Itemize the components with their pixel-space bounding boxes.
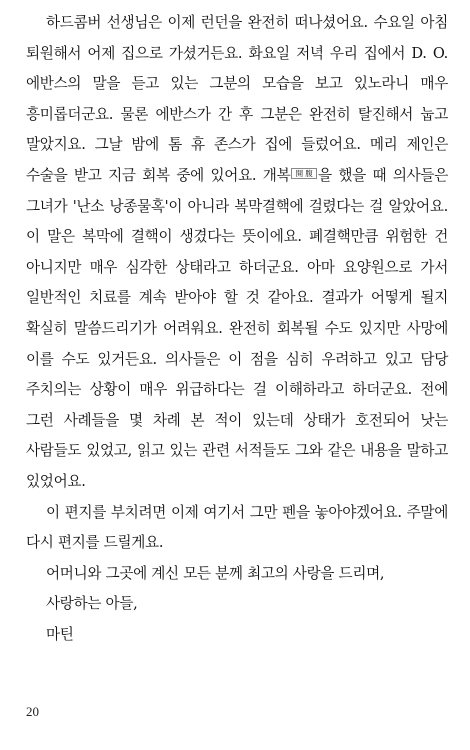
page-number: 20 <box>26 704 39 719</box>
letter-page <box>26 8 448 650</box>
paragraph-3: 어머니와 그곳에 계신 모든 분께 최고의 사랑을 드리며, <box>46 564 385 582</box>
paragraph-1 <box>26 8 448 498</box>
hanja-annotation: 開腹 <box>293 168 315 178</box>
closing-line: 사랑하는 아들, <box>46 595 138 613</box>
paragraph-2: 이 편지를 부치려면 이제 여기서 그만 펜을 놓아야겠어요. 주말에 다시 편지를 드릴게요. <box>26 503 448 552</box>
paragraph-1-text-a: 하드콤버 선생님은 이제 런던을 완전히 떠나셨어요. 수요일 아침 퇴원해서 어제 집으로 가셨거든요. 화요일 저녁 우리 집에서 D. O. 에반스의 말을 듣고 있는 그분의 모습을 보고 있노라니 매우 흥미롭더군요. 물론 에반스가 간 후 그분은 완전히 탈진해서 눕고 말았지요. 그날 밤에 톰 휴 존스가 집에 들렀어요. 메리 제인은 수술을 받고 지금 회복 중에 있어요. 개복 <box>26 14 448 184</box>
paragraph-1-text-b: 을 했을 때 의사들은 그녀가 '난소 낭종물혹'이 아니라 복막결핵에 걸렸다는 걸 알았어요. 이 말은 복막에 결핵이 생겼다는 뜻이에요. 폐결핵만큼 위험한 건 아니지만 매우 심각한 상태라고 하더군요. 아마 요양원으로 가서 일반적인 치료를 계속 받아야 할 것 같아요. 결과가 어떻게 될지 확실히 말씀드리기가 어려워요. 완전히 회복될 수도 있지만 사망에 이를 수도 있거든요. 의사들은 이 점을 심히 우려하고 있고 담당 주치의는 상황이 매우 위급하다는 걸 이해하라고 하더군요. 전에 그런 사례들을 몇 차례 본 적이 있는데 상태가 호전되어 낫는 사람들도 있었고, 읽고 있는 관련 서적들도 그와 같은 내용을 말하고 있었어요. <box>26 166 449 490</box>
signature: 마틴 <box>46 625 74 643</box>
